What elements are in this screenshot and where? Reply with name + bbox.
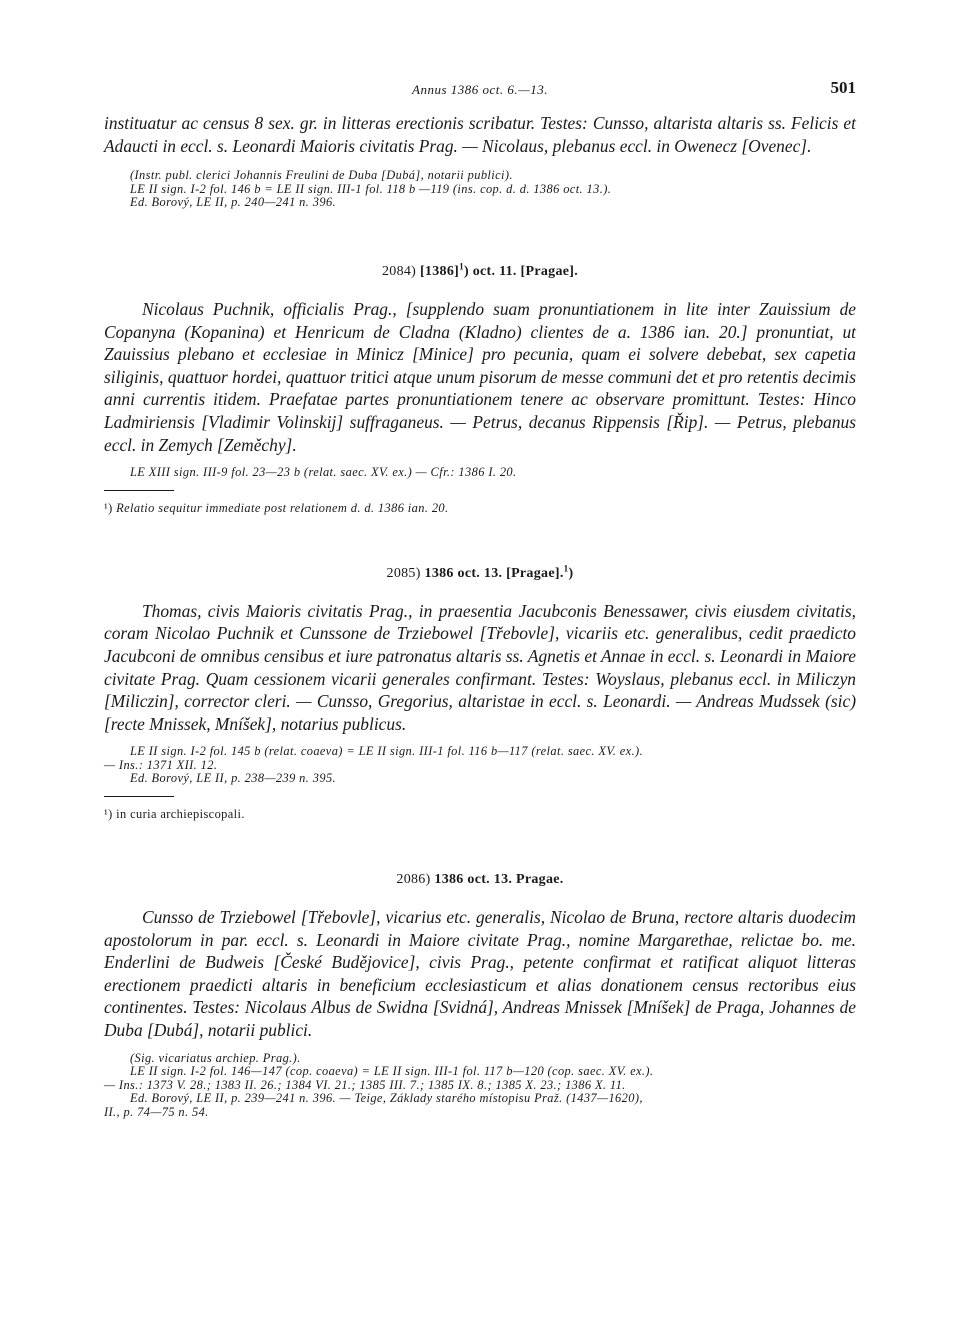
footnote-rule — [104, 490, 174, 491]
source-note: II., p. 74—75 n. 54. — [104, 1105, 209, 1119]
entry-heading — [104, 872, 856, 888]
entry-number: 2086) — [396, 872, 431, 888]
source-note: LE II sign. I-2 fol. 146—147 (cop. coaeva) = LE II sign. III-1 fol. 117 b—120 (cop. saec. XV. ex.). — [130, 1064, 654, 1079]
entry-place: [Pragae]. — [520, 263, 579, 279]
entry-2086 — [104, 872, 856, 1120]
footnote — [104, 501, 856, 516]
entry-number: 2085) — [386, 565, 421, 581]
source-note: LE XIII sign. III-9 fol. 23—23 b (relat. saec. XV. ex.) — Cfr.: 1386 I. 20. — [130, 465, 517, 480]
footnote-mark: ¹) — [104, 500, 113, 515]
entry-text: Nicolaus Puchnik, officialis Prag., [supplendo suam pronuntiationem in lite inter Zauissium de Copanyna (Kopanina) et Henricum de Cladna (Kladno) clientes de a. 1386 ian. 20.] pronuntiat, ut Zauissius plebano et ecclesiae in Minicz [Minice] pro pecunia, quam ei solvere debebat, sex capetia siliginis, quattuor hordei, quattuor tritici atque unum pisorum de messe communi det et pro retentis decimis anni currentis itidem. Praefatae partes pronuntiationem tenere ac observare promittunt. Testes: Hinco Ladmiriensis [Vladimir Volinskij] suffraganeus. — Petrus, decanus Rippensis [Řip]. — Petrus, plebanus eccl. in Zemych [Zeměchy]. — [104, 298, 856, 455]
entry-heading — [104, 563, 856, 582]
running-header — [104, 78, 856, 104]
entry-text: Cunsso de Trziebowel [Třebovle], vicarius etc. generalis, Nicolao de Bruna, rectore altaris duodecim apostolorum in par. eccl. s. Leonardi in Maiore civitate Prag., nomine Margarethae, relictae bo. me. Enderlini de Budweis [České Budějovice], civis Prag., petente confirmat et ratificat aliquot litteras erectionem praedicti altaris in beneficium ecclesiasticum et alias donationem census rectoribus eius continentes. Testes: Nicolaus Albus de Swidna [Svidná], Andreas Mnissek [Mníšek] de Praga, Johannes de Duba [Dubá], notarii publici. — [104, 907, 856, 1041]
entry-2085 — [104, 563, 856, 822]
source-note: (Sig. vicariatus archiep. Prag.). — [130, 1050, 301, 1065]
entry-notes — [130, 466, 856, 480]
footnote-text: Relatio sequitur immediate post relationem d. d. 1386 ian. 20. — [116, 500, 449, 515]
source-note: LE II sign. I-2 fol. 145 b (relat. coaeva) = LE II sign. III-1 fol. 116 b—117 (relat. saec. XV. ex.). — [130, 744, 644, 759]
entry-date: 1386 oct. 13. — [434, 872, 513, 888]
source-note: (Instr. publ. clerici Johannis Freulini de Duba [Dubá], notarii publici). — [130, 168, 513, 183]
entry-text: Thomas, civis Maioris civitatis Prag., in praesentia Jacubconis Benessawer, civis eiusdem civitatis, coram Nicolao Puchnik et Cunssone de Trziebowel [Třebovle], vicariis etc. generalibus, cedit praedicto Jacubconi de omnibus censibus et iure patronatus altaris ss. Agnetis et Annae in eccl. s. Leonardi in Maiore civitate Prag. Quam cessionem vicarii generales confirmant. Testes: Woyslaus, plebanus eccl. in Miliczyn [Miliczin], corrector cleri. — Cunsso, Gregorius, altaristae in eccl. s. Leonardi. — Andreas Mudssek (sic) [recte Mnissek, Mníšek], notarius publicus. — [104, 600, 856, 734]
footnote-rule — [104, 796, 174, 797]
continuation-text: instituatur ac census 8 sex. gr. in litteras erectionis scribatur. Testes: Cunsso, altarista altaris ss. Felicis et Adaucti in eccl. s. Leonardi Maioris civitatis Prag. — Nicolaus, plebanus eccl. in Owenecz [Ovenec]. — [104, 113, 856, 156]
entry-place: Pragae. — [515, 872, 564, 888]
entry-notes — [104, 744, 856, 786]
source-note: LE II sign. I-2 fol. 146 b = LE II sign. III-1 fol. 118 b —119 (ins. cop. d. d. 1386 oct. 13.). — [130, 181, 612, 196]
footnote-text: in curia archiepiscopali. — [116, 807, 245, 822]
running-title: Annus 1386 oct. 6.—13. — [412, 82, 548, 97]
page-number: 501 — [830, 78, 856, 97]
source-note: Ed. Borový, LE II, p. 239—241 n. 396. — Teige, Základy starého místopisu Praž. (1437—1620), — [130, 1091, 643, 1106]
entry-notes — [104, 1050, 856, 1120]
source-note: — Ins.: 1373 V. 28.; 1383 II. 26.; 1384 VI. 21.; 1385 III. 7.; 1385 IX. 8.; 1385 X. 23.; 1386 X. 11. — [104, 1077, 626, 1092]
entry-2084 — [104, 261, 856, 516]
continuation-notes — [130, 169, 856, 210]
entry-number: 2084) — [381, 263, 417, 279]
entry-heading — [104, 261, 856, 280]
entry-date: $[1386]^1$) oct. 11. — [419, 261, 517, 279]
source-note: Ed. Borový, LE II, p. 240—241 n. 396. — [130, 195, 337, 210]
source-note: Ed. Borový, LE II, p. 238—239 n. 395. — [130, 771, 337, 786]
footnote — [104, 807, 856, 822]
source-note: — Ins.: 1371 XII. 12. — [104, 757, 218, 772]
footnote-mark: ¹) — [104, 807, 113, 822]
entry-place: [Pragae].$^1$) — [506, 563, 574, 581]
entry-date: 1386 oct. 13. — [424, 565, 503, 581]
